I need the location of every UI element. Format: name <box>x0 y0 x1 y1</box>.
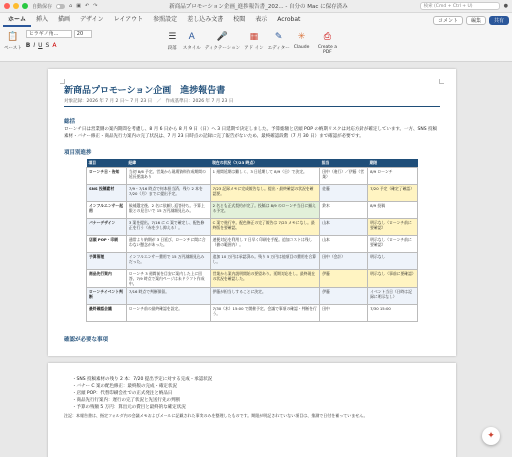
table-cell: 通常より納期が 3 日延び、ローンチに間に合わない懸念があった。 <box>126 236 210 253</box>
search-input[interactable]: 検索 (Cmd + Ctrl + U) <box>420 2 500 10</box>
table-row <box>87 219 418 236</box>
paste-label: ペースト <box>4 46 22 51</box>
table-cell: 7/9・7/16 時点で何本担当済、残り 2 本を 7/20（月）までに提出予定。 <box>126 185 210 202</box>
tab-layout[interactable]: レイアウト <box>113 16 144 23</box>
table-header: 担当 <box>320 159 368 168</box>
table-cell: インフルエンサー起用 <box>87 202 127 219</box>
autosave-label: 自動保存 <box>32 3 53 10</box>
page-2[interactable] <box>48 363 456 457</box>
table-header: 期限 <box>368 159 418 168</box>
table-cell: 最終確認会議 <box>87 305 127 322</box>
close-button[interactable] <box>4 3 10 9</box>
table-cell: 2 名とも正式契約が完了。投稿は 8/9 のローンチ当日に揃える予定。 <box>210 202 320 219</box>
zoom-button[interactable] <box>22 3 28 9</box>
share-button[interactable]: 共有 <box>489 16 509 25</box>
bold-button[interactable]: B <box>25 42 31 49</box>
table-cell: SNS 投稿素材 <box>87 185 127 202</box>
list-item: ・SNS 投稿素材の残り 2 本：7/20 提出予定に対する完成・承認状況 <box>72 377 213 382</box>
editor-label: エディター <box>267 46 290 51</box>
status-table <box>86 159 418 322</box>
font-select[interactable]: ヒラギノ角... <box>26 30 72 38</box>
dictation-group[interactable] <box>205 30 240 51</box>
summary-paragraph: ローンチ日は営業側の案内期間を考慮し、8 月 6 日から 8 月 9 日（日）へ 3 日延期で決定しました。予算総額と店頭 POP の納期リスクは対応方針が確定しています。一方、SNS 投稿素材・バナー修正・商品先行力案内の完了状況は、7 月 23 日時点の記録に完了報告がないため、最終確認段階（7 月 30 日）まで確認が必要です。 <box>64 127 437 139</box>
strikethrough-button[interactable]: S <box>45 42 50 49</box>
table-cell: ローンチイベント判断 <box>87 288 127 305</box>
table-cell: インフルエンサー費用で 15 万円減額見込みだった。 <box>126 253 210 270</box>
undo-icon[interactable]: ↶ <box>84 3 90 9</box>
table-cell: 山本 <box>320 219 368 236</box>
table-cell: 商品先行案内 <box>87 270 127 288</box>
table-cell: C 案で進行中。配色修正の完了報告は 7/23 メモになし。最終版を要確認。 <box>210 219 320 236</box>
create-pdf-label: Create a PDF <box>317 45 337 55</box>
table-header: 現在の状況（7/23 時点） <box>210 159 320 168</box>
claude-label: Claude <box>293 45 310 50</box>
table-header: 経緯 <box>126 159 210 168</box>
table-row <box>87 288 418 305</box>
tab-acrobat[interactable]: Acrobat <box>277 16 301 23</box>
copilot-button[interactable] <box>482 427 500 445</box>
window-controls[interactable] <box>4 3 28 9</box>
table-cell: ローンチ前の最終確認を設定。 <box>126 305 210 322</box>
note-text: 注記：本報告書は、指定フォルダ内の会議メモおよびメールに記載された事実のみを整理したものです。期限が明記されていない項目は、推測で日付を補っていません。 <box>64 413 368 418</box>
clipboard-icon: 📋 <box>7 31 19 42</box>
table-cell: 8/9 投稿 <box>368 202 418 219</box>
table-cell: 佐藤 <box>320 185 368 202</box>
font-color-icon[interactable]: A <box>52 42 57 49</box>
table-cell: 山本 <box>320 236 368 253</box>
table-row <box>87 236 418 253</box>
styles-group[interactable] <box>183 30 201 51</box>
font-group <box>26 30 92 49</box>
table-cell: 候補選定後、2 名に依頼し返答待ち。予算上限との見合いで 15 万円減額見込み。 <box>126 202 210 219</box>
ribbon-tabs <box>0 13 512 27</box>
window-title: 新商品プロモーション企画_進捗報告書_202... - 自分の Mac に保存済み <box>169 4 348 10</box>
save-icon[interactable]: ▣ <box>76 3 81 9</box>
tab-view[interactable]: 表示 <box>255 16 268 23</box>
table-cell: 田中（進行）／伊藤（営業） <box>320 168 368 185</box>
list-item: ・店頭 POP：代替印刷会社での正式発注と納品日 <box>72 391 173 396</box>
page-1[interactable] <box>48 69 456 356</box>
table-cell: 速便対応を利用し 7 日早く印刷を手配。追加コストは残し（値の範囲内）。 <box>210 236 320 253</box>
table-row <box>87 185 418 202</box>
list-item: ・予算の残額 5 万円：算出元の費目と最終的な確定状況 <box>72 405 186 410</box>
addins-label: アド イン <box>244 46 264 51</box>
list-item: ・バナー C 案の配色修正：最終版の完成・確定状況 <box>72 384 178 389</box>
table-header: 項目 <box>87 159 127 168</box>
status-heading: 項目別進捗 <box>64 150 92 156</box>
tab-references[interactable]: 参照設定 <box>153 16 178 23</box>
claude-icon: ✳ <box>297 31 306 42</box>
underline-button[interactable]: U <box>38 42 43 49</box>
table-cell: 伊藤が担当しすることに決定。 <box>210 288 320 305</box>
font-size-select[interactable]: 20 <box>74 30 92 38</box>
table-cell: 7/30 15:00 <box>368 305 418 322</box>
table-row <box>87 270 418 288</box>
document-canvas[interactable] <box>0 62 512 457</box>
tab-mailings[interactable]: 差し込み文書 <box>187 16 224 23</box>
dictation-label: ディクテーション <box>204 46 241 51</box>
paragraph-icon: ☰ <box>168 31 177 42</box>
table-cell: 明示なし（事前に要確認） <box>368 270 418 288</box>
tab-home[interactable]: ホーム <box>3 13 31 27</box>
create-pdf-group[interactable] <box>313 30 341 55</box>
table-cell: 明示なし（ローンチ前に要確認） <box>368 219 418 236</box>
styles-icon: A <box>188 31 195 42</box>
table-cell: 3 案を提出。7/16 に C 案で確定し、配色修正を行う（赤を少し抑える）。 <box>126 219 210 236</box>
pdf-icon: ⎙ <box>323 31 331 42</box>
tab-draw[interactable]: 描画 <box>58 16 71 23</box>
tab-design[interactable]: デザイン <box>80 16 104 23</box>
table-row <box>87 253 418 270</box>
table-cell: 店頭 POP・印刷 <box>87 236 127 253</box>
paste-group[interactable] <box>4 30 22 51</box>
table-cell: 7/16 時点で判断保留。 <box>126 288 210 305</box>
table-cell: 営業から案内説明開始の要望あり。延期対応をし。最終現在の状況を確認した。 <box>210 270 320 288</box>
table-cell: バナーデザイン <box>87 219 127 236</box>
minimize-button[interactable] <box>13 3 19 9</box>
list-item: ・商品先行行案内：遅行の完了状況と先送行先の判断 <box>72 398 180 403</box>
styles-label: スタイル <box>182 46 201 51</box>
document-meta: 対象記録：2026 年 7 月 2 日〜 7 月 23 日 ／ 作成基準日：2026 年 7 月 23 日 <box>64 99 234 104</box>
table-cell: 7/20 予定（確定了確認） <box>368 185 418 202</box>
autosave-toggle[interactable] <box>56 4 65 9</box>
title-bar <box>0 0 512 13</box>
ribbon <box>0 27 512 62</box>
table-cell: 明示なし <box>368 253 418 270</box>
home-icon[interactable]: ⌂ <box>69 3 73 9</box>
table-cell: 伊藤 <box>320 288 368 305</box>
document-title: 新商品プロモーション企画 進捗報告書 <box>64 86 226 96</box>
table-row <box>87 305 418 322</box>
table-cell: 8/9 ローンチ <box>368 168 418 185</box>
tab-insert[interactable]: 挿入 <box>36 16 49 23</box>
table-cell: 追加 10 万円は承認済み。残り 5 万円は他項目の費用を合算し。 <box>210 253 320 270</box>
table-cell: 田中（会計） <box>320 253 368 270</box>
table-cell: ローンチ日・告知 <box>87 168 127 185</box>
table-cell: 7/23 記録メモに完成報告なし。提出・最終確認の状況を確認要。 <box>210 185 320 202</box>
microphone-icon: 🎤 <box>216 31 229 42</box>
comment-button[interactable]: コメント <box>433 16 463 25</box>
table-row <box>87 202 418 219</box>
table-cell: 伊藤 <box>320 270 368 288</box>
user-icon[interactable]: ● <box>503 3 508 9</box>
summary-heading: 総括 <box>64 119 76 125</box>
redo-icon[interactable]: ↷ <box>93 3 98 9</box>
table-row <box>87 168 418 185</box>
table-cell: 予算管理 <box>87 253 127 270</box>
table-cell: 田中 <box>320 305 368 322</box>
copilot-icon: ✦ <box>487 431 495 441</box>
table-cell: 7/30（木）15:00 で開催予定。会議で事項の確認・判断を行う。 <box>210 305 320 322</box>
table-cell: 当初 8/6 予定。営業から現場資料作成期間の延長要請あり <box>126 168 210 185</box>
addins-group[interactable] <box>244 30 263 51</box>
italic-button[interactable]: I <box>33 42 36 49</box>
table-cell: イベント当日（日時は記録に明示なし） <box>368 288 418 305</box>
addins-icon: ▦ <box>249 31 259 42</box>
table-cell: 鈴木 <box>320 202 368 219</box>
editor-icon: ✎ <box>274 31 283 42</box>
paragraph-group[interactable] <box>166 30 179 51</box>
edit-button[interactable]: 編集 <box>466 16 486 25</box>
claude-group[interactable] <box>294 30 310 50</box>
table-cell: 明示なし（ローンチ前に要確認） <box>368 236 418 253</box>
paragraph-label: 段落 <box>167 46 177 51</box>
table-cell: 1 週間延期は難しく、3 日延期して 8/9（日）で決定。 <box>210 168 320 185</box>
needs-heading: 確認が必要な事項 <box>64 337 109 343</box>
table-cell: ローンチ 3 週間前を目安に案内した上に回答。7/9 時点で案内ページは未ドラフト作成中。 <box>126 270 210 288</box>
editor-group[interactable] <box>268 30 290 51</box>
tab-review[interactable]: 校閲 <box>233 16 246 23</box>
